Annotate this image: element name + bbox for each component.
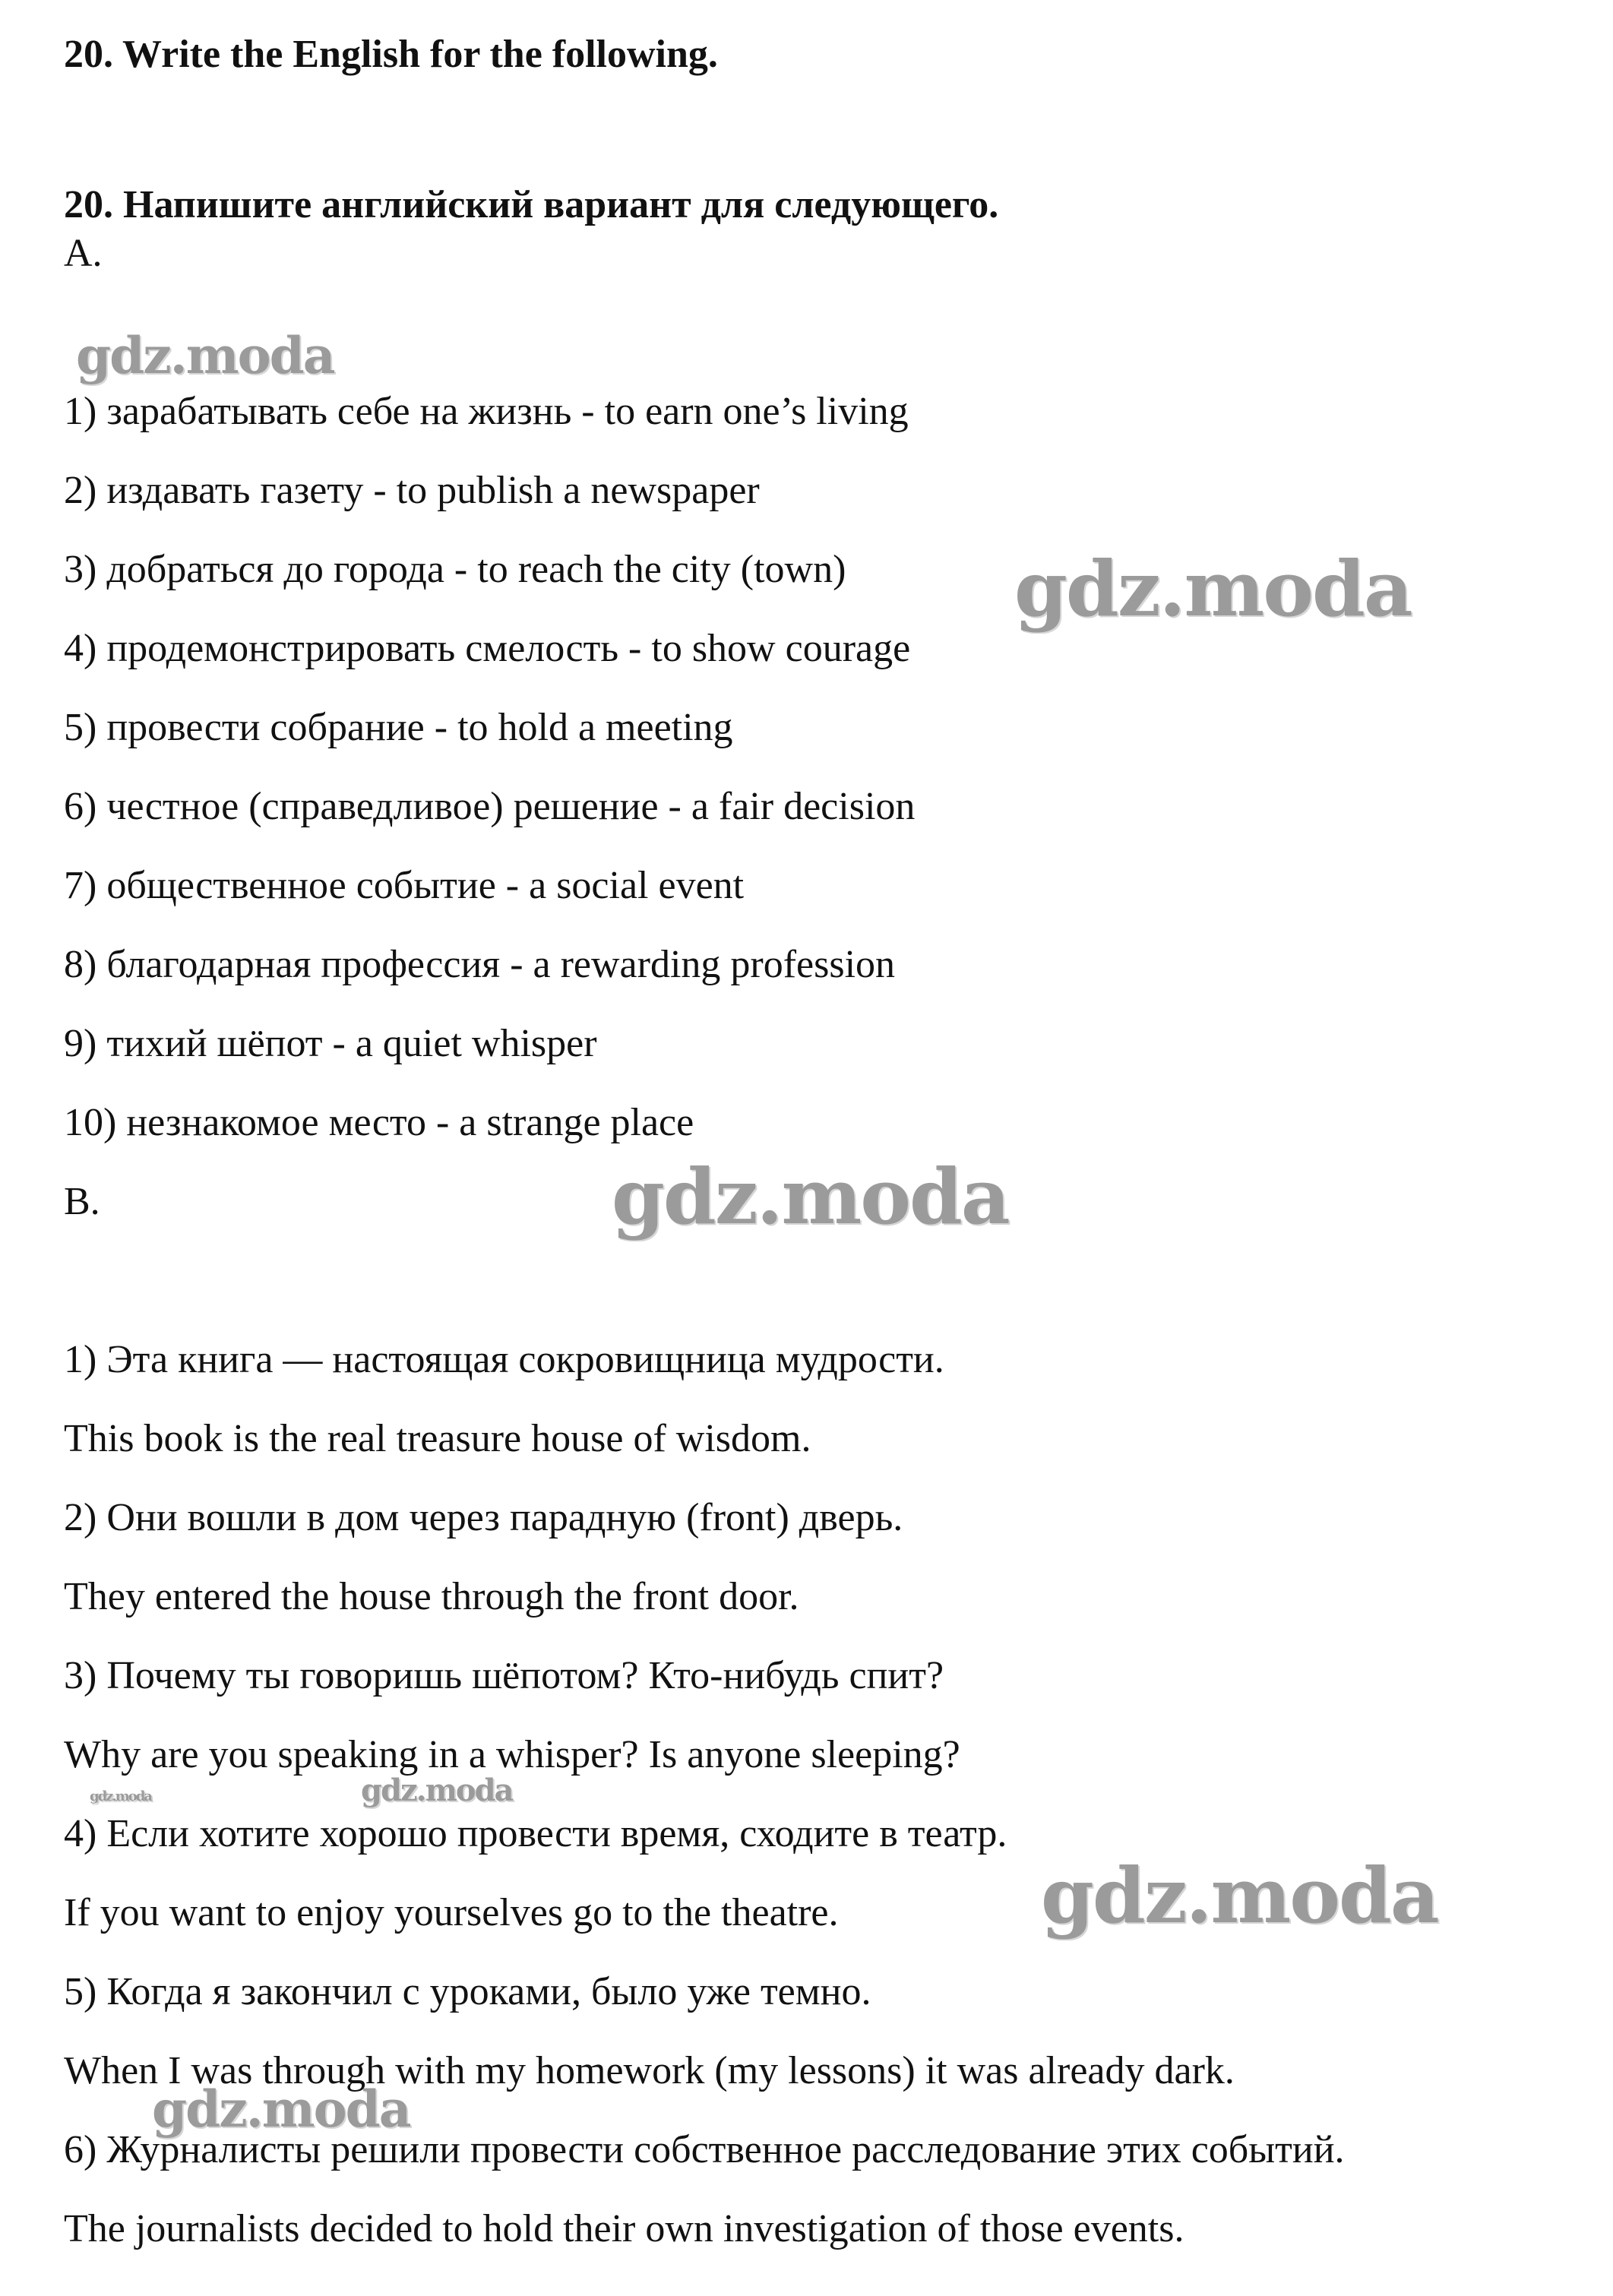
list-item: 5) провести собрание - to hold a meeting — [64, 706, 733, 749]
watermark: gdz.moda — [1041, 1851, 1438, 1940]
list-item: 3) добраться до города - to reach the city (town) — [64, 548, 846, 591]
section-b-label: B. — [64, 1180, 100, 1223]
section-a-label: A. — [64, 232, 103, 275]
list-item: 1) зарабатывать себе на жизнь - to earn one’s living — [64, 390, 909, 433]
sentence-english: This book is the real treasure house of wisdom. — [64, 1417, 811, 1460]
heading-russian: 20. Напишите английский вариант для следующего. — [64, 183, 999, 226]
sentence-english: When I was through with my homework (my lessons) it was already dark. — [64, 2049, 1235, 2092]
list-item: 8) благодарная профессия - a rewarding profession — [64, 943, 896, 986]
sentence-english: Why are you speaking in a whisper? Is anyone sleeping? — [64, 1733, 960, 1776]
sentence-russian: 4) Если хотите хорошо провести время, сходите в театр. — [64, 1812, 1007, 1855]
sentence-russian: 5) Когда я закончил с уроками, было уже темно. — [64, 1970, 871, 2013]
sentence-russian: 2) Они вошли в дом через парадную (front) дверь. — [64, 1496, 903, 1539]
watermark: gdz.moda — [152, 2079, 410, 2139]
watermark: gdz.moda — [90, 1788, 151, 1804]
sentence-english: If you want to enjoy yourselves go to the theatre. — [64, 1891, 839, 1934]
watermark: gdz.moda — [612, 1152, 1009, 1241]
sentence-russian: 3) Почему ты говоришь шёпотом? Кто-нибудь спит? — [64, 1654, 944, 1697]
watermark: gdz.moda — [1014, 544, 1412, 634]
list-item: 7) общественное событие - a social event — [64, 864, 745, 907]
watermark: gdz.moda — [361, 1773, 513, 1808]
heading-english: 20. Write the English for the following. — [64, 33, 718, 76]
list-item: 2) издавать газету - to publish a newspaper — [64, 469, 760, 512]
sentence-russian: 6) Журналисты решили провести собственное расследование этих событий. — [64, 2128, 1345, 2171]
sentence-english: The journalists decided to hold their own investigation of those events. — [64, 2207, 1184, 2250]
list-item: 4) продемонстрировать смелость - to show courage — [64, 627, 911, 670]
sentence-russian: 1) Эта книга — настоящая сокровищница мудрости. — [64, 1338, 944, 1381]
sentence-english: They entered the house through the front door. — [64, 1575, 799, 1618]
watermark: gdz.moda — [76, 326, 334, 385]
list-item: 9) тихий шёпот - a quiet whisper — [64, 1022, 597, 1065]
list-item: 10) незнакомое место - a strange place — [64, 1101, 694, 1144]
list-item: 6) честное (справедливое) решение - a fair decision — [64, 785, 916, 828]
